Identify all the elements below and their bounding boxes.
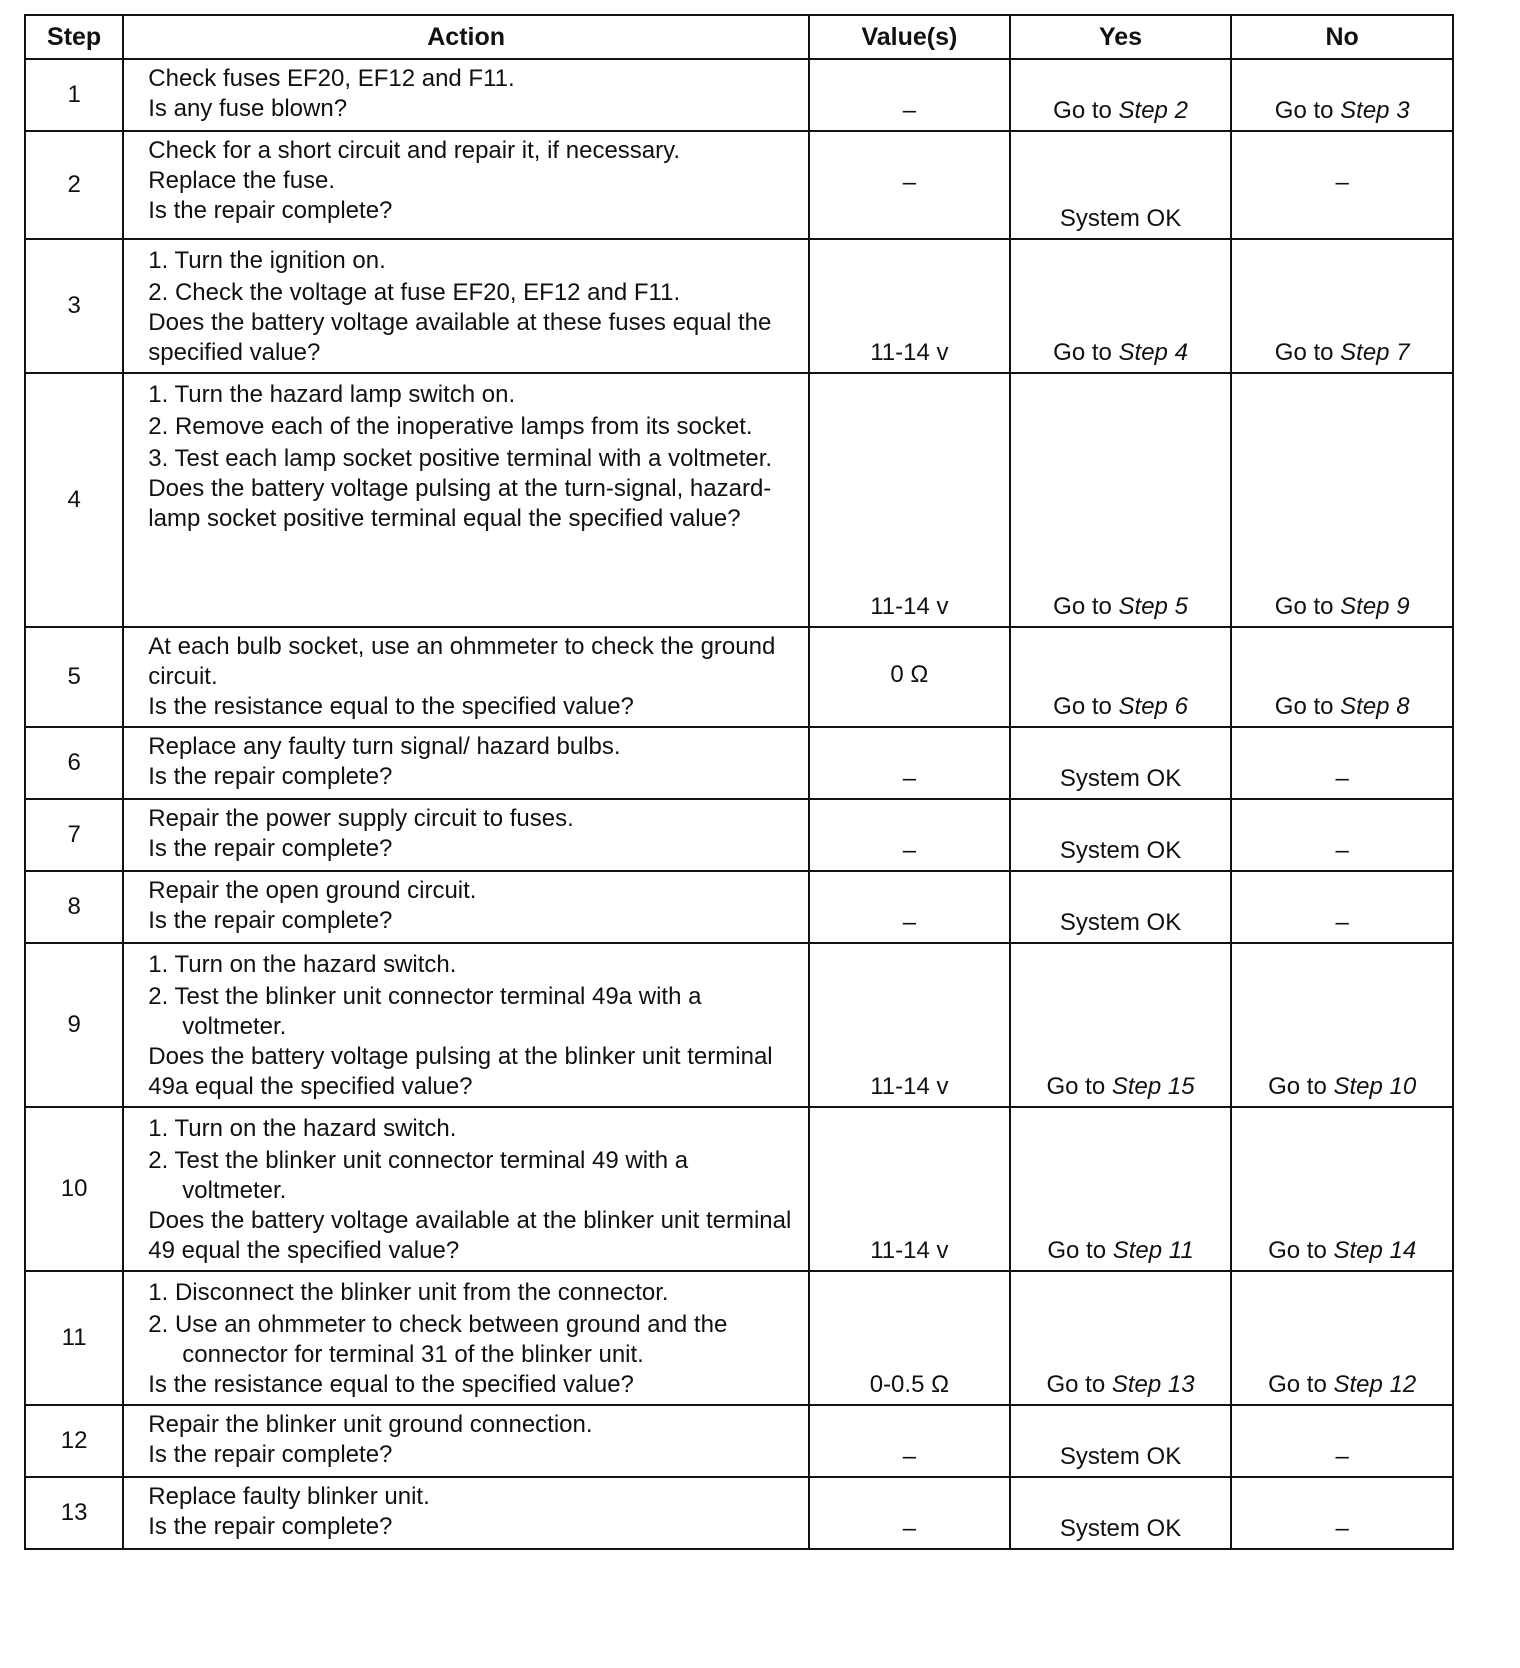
action-line: Repair the open ground circuit. xyxy=(148,877,477,904)
no-cell-prefix: Go to xyxy=(1268,1237,1327,1264)
no-cell xyxy=(1231,1477,1453,1549)
value-cell: 11-14 v xyxy=(809,373,1010,627)
yes-cell xyxy=(1010,131,1232,239)
no-cell xyxy=(1231,373,1453,627)
action-numbered-step: 1. Disconnect the blinker unit from the connector. xyxy=(148,1279,669,1306)
action-line: Replace faulty blinker unit. xyxy=(148,1483,430,1510)
no-cell xyxy=(1231,1405,1453,1477)
action-numbered-step: 2. Remove each of the inoperative lamps from its socket. xyxy=(148,413,753,440)
table-row xyxy=(25,1107,1453,1271)
action-line: Repair the blinker unit ground connection. xyxy=(148,1411,593,1438)
yes-cell-prefix: Go to xyxy=(1053,693,1112,720)
yes-cell-text: System OK xyxy=(1059,909,1182,936)
yes-cell-step-link[interactable]: Step 13 xyxy=(1111,1371,1195,1398)
action-line: Repair the power supply circuit to fuses. xyxy=(148,805,574,832)
yes-cell xyxy=(1010,1271,1232,1405)
action-cell xyxy=(123,627,809,727)
step-number: 13 xyxy=(25,1477,123,1549)
table-row xyxy=(25,131,1453,239)
value-cell: 0 Ω xyxy=(809,627,1010,727)
step-number: 3 xyxy=(25,239,123,373)
no-cell-prefix: Go to xyxy=(1274,97,1334,124)
yes-cell-step-link[interactable]: Step 4 xyxy=(1118,339,1188,366)
header-no: No xyxy=(1231,15,1453,59)
action-question: Does the battery voltage available at the blinker unit terminal 49 equal the specified value? xyxy=(148,1207,792,1264)
step-number: 8 xyxy=(25,871,123,943)
yes-cell xyxy=(1010,59,1232,131)
action-line: Is the resistance equal to the specified value? xyxy=(148,693,634,720)
action-line: Is any fuse blown? xyxy=(148,95,348,122)
no-cell-step-link[interactable]: Step 9 xyxy=(1340,593,1410,620)
no-cell xyxy=(1231,943,1453,1107)
table-row xyxy=(25,627,1453,727)
value-cell: – xyxy=(809,1405,1010,1477)
action-cell xyxy=(123,239,809,373)
step-number: 6 xyxy=(25,727,123,799)
value-cell: – xyxy=(809,1477,1010,1549)
action-cell xyxy=(123,727,809,799)
action-cell xyxy=(123,1271,809,1405)
yes-cell-step-link[interactable]: Step 2 xyxy=(1118,97,1188,124)
action-cell xyxy=(123,59,809,131)
table-row xyxy=(25,1477,1453,1549)
no-cell xyxy=(1231,131,1453,239)
header-step: Step xyxy=(25,15,123,59)
action-cell xyxy=(123,373,809,627)
step-number: 4 xyxy=(25,373,123,627)
yes-cell-text: System OK xyxy=(1059,837,1182,864)
action-line: At each bulb socket, use an ohmmeter to check the ground circuit. xyxy=(148,633,776,690)
yes-cell xyxy=(1010,1477,1232,1549)
action-numbered-step: 3. Test each lamp socket positive terminal with a voltmeter. xyxy=(148,445,773,472)
value-cell: – xyxy=(809,59,1010,131)
yes-cell-prefix: Go to xyxy=(1053,593,1112,620)
yes-cell-text: System OK xyxy=(1059,765,1182,792)
action-question: Is the resistance equal to the specified value? xyxy=(148,1371,634,1398)
yes-cell-prefix: Go to xyxy=(1053,339,1112,366)
yes-cell xyxy=(1010,799,1232,871)
step-number: 10 xyxy=(25,1107,123,1271)
action-line: Replace any faulty turn signal/ hazard bulbs. xyxy=(148,733,621,760)
table-row xyxy=(25,799,1453,871)
no-cell xyxy=(1231,1107,1453,1271)
no-cell-text: – xyxy=(1335,1515,1349,1542)
no-cell xyxy=(1231,727,1453,799)
action-line: Check fuses EF20, EF12 and F11. xyxy=(148,65,515,92)
value-cell: – xyxy=(809,727,1010,799)
value-cell: 11-14 v xyxy=(809,239,1010,373)
action-numbered-step: 2. Test the blinker unit connector terminal 49a with a voltmeter. xyxy=(148,983,702,1040)
action-cell xyxy=(123,943,809,1107)
diagnostic-table-sheet xyxy=(24,14,1454,1550)
action-numbered-step: 2. Check the voltage at fuse EF20, EF12 and F11. xyxy=(148,279,681,306)
yes-cell-step-link[interactable]: Step 11 xyxy=(1112,1237,1194,1264)
no-cell xyxy=(1231,59,1453,131)
action-cell xyxy=(123,131,809,239)
no-cell-step-link[interactable]: Step 3 xyxy=(1340,97,1410,124)
action-line: Is the repair complete? xyxy=(148,1441,393,1468)
no-cell-prefix: Go to xyxy=(1274,339,1334,366)
table-row xyxy=(25,871,1453,943)
table-body xyxy=(25,59,1453,1549)
header-row xyxy=(25,15,1453,59)
no-cell-text: – xyxy=(1335,909,1349,936)
action-cell xyxy=(123,1107,809,1271)
action-cell xyxy=(123,1405,809,1477)
table-row xyxy=(25,943,1453,1107)
no-cell-prefix: Go to xyxy=(1268,1073,1327,1100)
table-row xyxy=(25,727,1453,799)
no-cell-prefix: Go to xyxy=(1274,693,1334,720)
table-row xyxy=(25,373,1453,627)
table-row xyxy=(25,1405,1453,1477)
yes-cell xyxy=(1010,627,1232,727)
no-cell-prefix: Go to xyxy=(1268,1371,1327,1398)
action-cell xyxy=(123,1477,809,1549)
value-cell: 11-14 v xyxy=(809,943,1010,1107)
yes-cell xyxy=(1010,373,1232,627)
no-cell xyxy=(1231,1271,1453,1405)
yes-cell xyxy=(1010,1405,1232,1477)
yes-cell-prefix: Go to xyxy=(1046,1073,1106,1100)
action-question: Does the battery voltage pulsing at the turn-signal, hazard-lamp socket positive terminal equal the specified value? xyxy=(148,475,772,532)
action-line: Is the repair complete? xyxy=(148,1513,393,1540)
value-cell: 11-14 v xyxy=(809,1107,1010,1271)
value-cell: – xyxy=(809,871,1010,943)
no-cell-step-link[interactable]: Step 14 xyxy=(1333,1237,1417,1264)
action-question: Does the battery voltage available at these fuses equal the specified value? xyxy=(148,309,772,366)
header-action: Action xyxy=(123,15,809,59)
action-numbered-step: 1. Turn on the hazard switch. xyxy=(148,1115,457,1142)
no-cell xyxy=(1231,799,1453,871)
value-cell: 0-0.5 Ω xyxy=(809,1271,1010,1405)
no-cell-text: – xyxy=(1335,169,1349,196)
yes-cell xyxy=(1010,727,1232,799)
no-cell xyxy=(1231,239,1453,373)
yes-cell-text: System OK xyxy=(1059,205,1182,232)
yes-cell xyxy=(1010,239,1232,373)
action-numbered-step: 1. Turn on the hazard switch. xyxy=(148,951,457,978)
diagnostic-table xyxy=(24,14,1454,1550)
no-cell xyxy=(1231,627,1453,727)
no-cell-step-link[interactable]: Step 10 xyxy=(1333,1073,1417,1100)
action-cell xyxy=(123,799,809,871)
table-row xyxy=(25,239,1453,373)
step-number: 11 xyxy=(25,1271,123,1405)
step-number: 5 xyxy=(25,627,123,727)
action-numbered-step: 1. Turn the ignition on. xyxy=(148,247,386,274)
yes-cell xyxy=(1010,1107,1232,1271)
yes-cell-step-link[interactable]: Step 15 xyxy=(1111,1073,1195,1100)
step-number: 7 xyxy=(25,799,123,871)
step-number: 1 xyxy=(25,59,123,131)
action-cell xyxy=(123,871,809,943)
yes-cell-step-link[interactable]: Step 5 xyxy=(1118,593,1188,620)
step-number: 12 xyxy=(25,1405,123,1477)
action-line: Is the repair complete? xyxy=(148,197,393,224)
header-yes: Yes xyxy=(1010,15,1232,59)
value-cell: – xyxy=(809,799,1010,871)
action-numbered-step: 2. Test the blinker unit connector terminal 49 with a voltmeter. xyxy=(148,1147,689,1204)
action-line: Is the repair complete? xyxy=(148,907,393,934)
header-values: Value(s) xyxy=(809,15,1010,59)
step-number: 9 xyxy=(25,943,123,1107)
value-cell: – xyxy=(809,131,1010,239)
step-number: 2 xyxy=(25,131,123,239)
action-numbered-step: 2. Use an ohmmeter to check between ground and the connector for terminal 31 of the blinker unit. xyxy=(148,1311,728,1368)
yes-cell-text: System OK xyxy=(1059,1443,1182,1470)
no-cell-text: – xyxy=(1335,1443,1349,1470)
yes-cell-prefix: Go to xyxy=(1046,1371,1106,1398)
action-numbered-step: 1. Turn the hazard lamp switch on. xyxy=(148,381,516,408)
action-question: Does the battery voltage pulsing at the blinker unit terminal 49a equal the specified value? xyxy=(148,1043,773,1100)
table-row xyxy=(25,59,1453,131)
no-cell-text: – xyxy=(1335,837,1349,864)
action-line: Check for a short circuit and repair it, if necessary. xyxy=(148,137,681,164)
yes-cell-prefix: Go to xyxy=(1053,97,1112,124)
yes-cell-step-link[interactable]: Step 6 xyxy=(1118,693,1188,720)
table-row xyxy=(25,1271,1453,1405)
yes-cell xyxy=(1010,943,1232,1107)
yes-cell-prefix: Go to xyxy=(1047,1237,1107,1264)
no-cell-step-link[interactable]: Step 12 xyxy=(1333,1371,1417,1398)
action-line: Is the repair complete? xyxy=(148,835,393,862)
action-line: Replace the fuse. xyxy=(148,167,336,194)
no-cell-step-link[interactable]: Step 7 xyxy=(1340,339,1410,366)
no-cell-prefix: Go to xyxy=(1274,593,1334,620)
no-cell-step-link[interactable]: Step 8 xyxy=(1340,693,1410,720)
yes-cell xyxy=(1010,871,1232,943)
no-cell xyxy=(1231,871,1453,943)
no-cell-text: – xyxy=(1335,765,1349,792)
yes-cell-text: System OK xyxy=(1059,1515,1182,1542)
action-line: Is the repair complete? xyxy=(148,763,393,790)
